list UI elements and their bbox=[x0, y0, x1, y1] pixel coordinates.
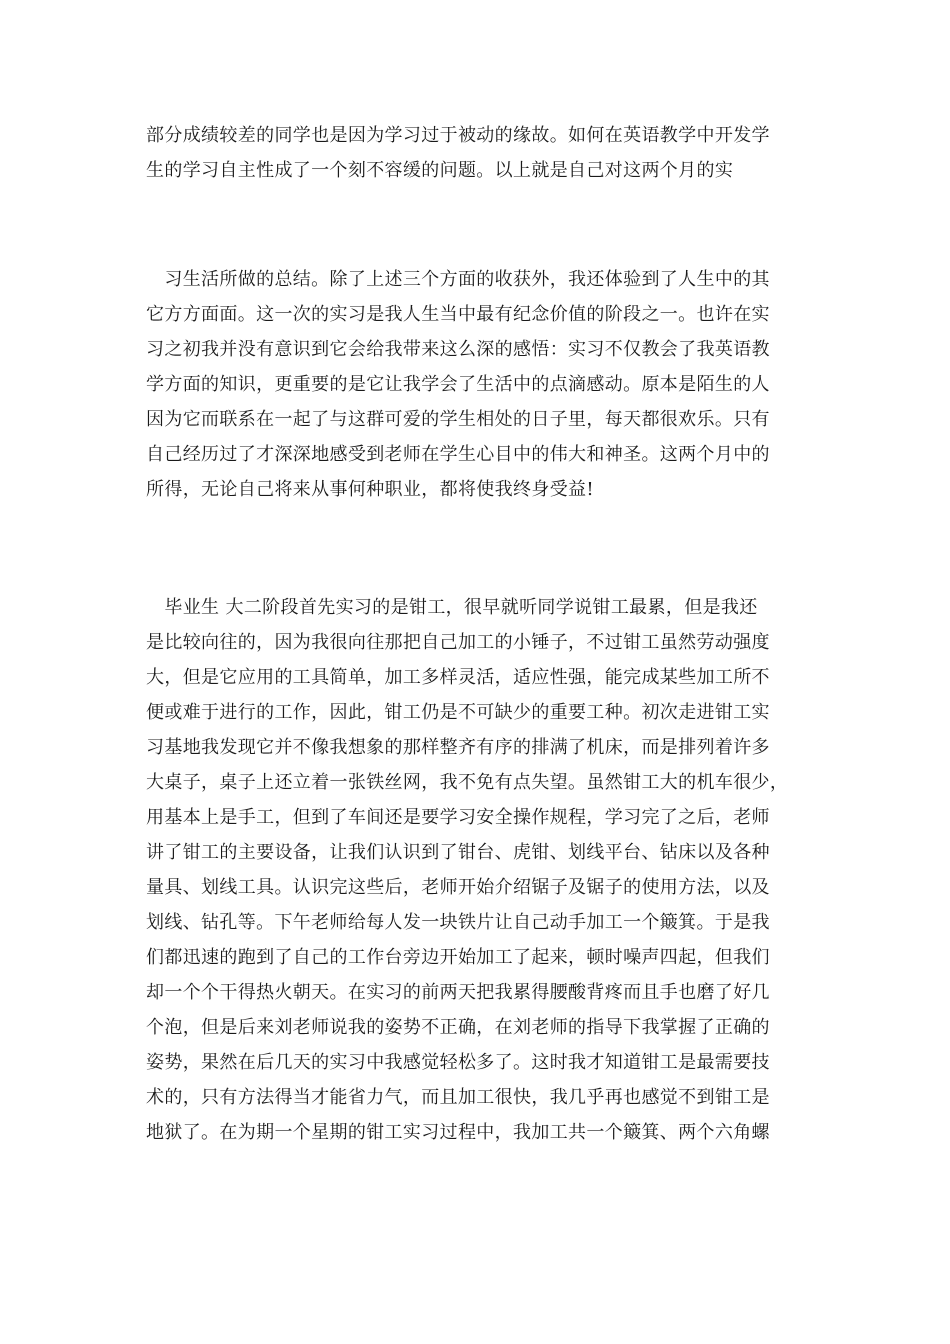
text-line: 因为它而联系在一起了与这群可爱的学生相处的日子里，每天都很欢乐。只有 bbox=[146, 409, 770, 430]
text-line: 大桌子，桌子上还立着一张铁丝网，我不免有点失望。虽然钳工大的机车很少， bbox=[146, 772, 789, 793]
text-line: 地狱了。在为期一个星期的钳工实习过程中，我加工共一个簸箕、两个六角螺 bbox=[146, 1122, 770, 1143]
text-line: 部分成绩较差的同学也是因为学习过于被动的缘故。如何在英语教学中开发学 bbox=[146, 125, 770, 146]
paragraph-1 bbox=[146, 118, 806, 188]
text-line: 所得，无论自己将来从事何种职业，都将使我终身受益! bbox=[146, 479, 594, 500]
text-line: 毕业生 大二阶段首先实习的是钳工，很早就听同学说钳工最累，但是我还 bbox=[146, 597, 758, 618]
text-line: 姿势，果然在后几天的实习中我感觉轻松多了。这时我才知道钳工是最需要技 bbox=[146, 1052, 770, 1073]
text-line: 便或难于进行的工作，因此，钳工仍是不可缺少的重要工种。初次走进钳工实 bbox=[146, 702, 770, 723]
text-line: 学方面的知识，更重要的是它让我学会了生活中的点滴感动。原本是陌生的人 bbox=[146, 374, 770, 395]
text-line: 术的，只有方法得当才能省力气，而且加工很快，我几乎再也感觉不到钳工是 bbox=[146, 1087, 770, 1108]
paragraph-3 bbox=[146, 590, 806, 1150]
text-line: 生的学习自主性成了一个刻不容缓的问题。以上就是自己对这两个月的实 bbox=[146, 160, 734, 181]
text-line: 习基地我发现它并不像我想象的那样整齐有序的排满了机床，而是排列着许多 bbox=[146, 737, 770, 758]
paragraph-2 bbox=[146, 262, 806, 507]
text-line: 量具、划线工具。认识完这些后，老师开始介绍锯子及锯子的使用方法，以及 bbox=[146, 877, 770, 898]
text-line: 它方方面面。这一次的实习是我人生当中最有纪念价值的阶段之一。也许在实 bbox=[146, 304, 770, 325]
text-line: 们都迅速的跑到了自己的工作台旁边开始加工了起来，顿时噪声四起，但我们 bbox=[146, 947, 770, 968]
text-line: 讲了钳工的主要设备，让我们认识到了钳台、虎钳、划线平台、钻床以及各种 bbox=[146, 842, 770, 863]
text-line: 用基本上是手工，但到了车间还是要学习安全操作规程，学习完了之后，老师 bbox=[146, 807, 770, 828]
text-line: 划线、钻孔等。下午老师给每人发一块铁片让自己动手加工一个簸箕。于是我 bbox=[146, 912, 770, 933]
text-line: 自己经历过了才深深地感受到老师在学生心目中的伟大和神圣。这两个月中的 bbox=[146, 444, 770, 465]
text-line: 习之初我并没有意识到它会给我带来这么深的感悟：实习不仅教会了我英语教 bbox=[146, 339, 770, 360]
text-line: 是比较向往的，因为我很向往那把自己加工的小锤子，不过钳工虽然劳动强度 bbox=[146, 632, 770, 653]
text-line: 习生活所做的总结。除了上述三个方面的收获外，我还体验到了人生中的其 bbox=[146, 269, 770, 290]
text-line: 个泡，但是后来刘老师说我的姿势不正确，在刘老师的指导下我掌握了正确的 bbox=[146, 1017, 770, 1038]
text-line: 大，但是它应用的工具简单，加工多样灵活，适应性强，能完成某些加工所不 bbox=[146, 667, 770, 688]
text-line: 却一个个干得热火朝天。在实习的前两天把我累得腰酸背疼而且手也磨了好几 bbox=[146, 982, 770, 1003]
